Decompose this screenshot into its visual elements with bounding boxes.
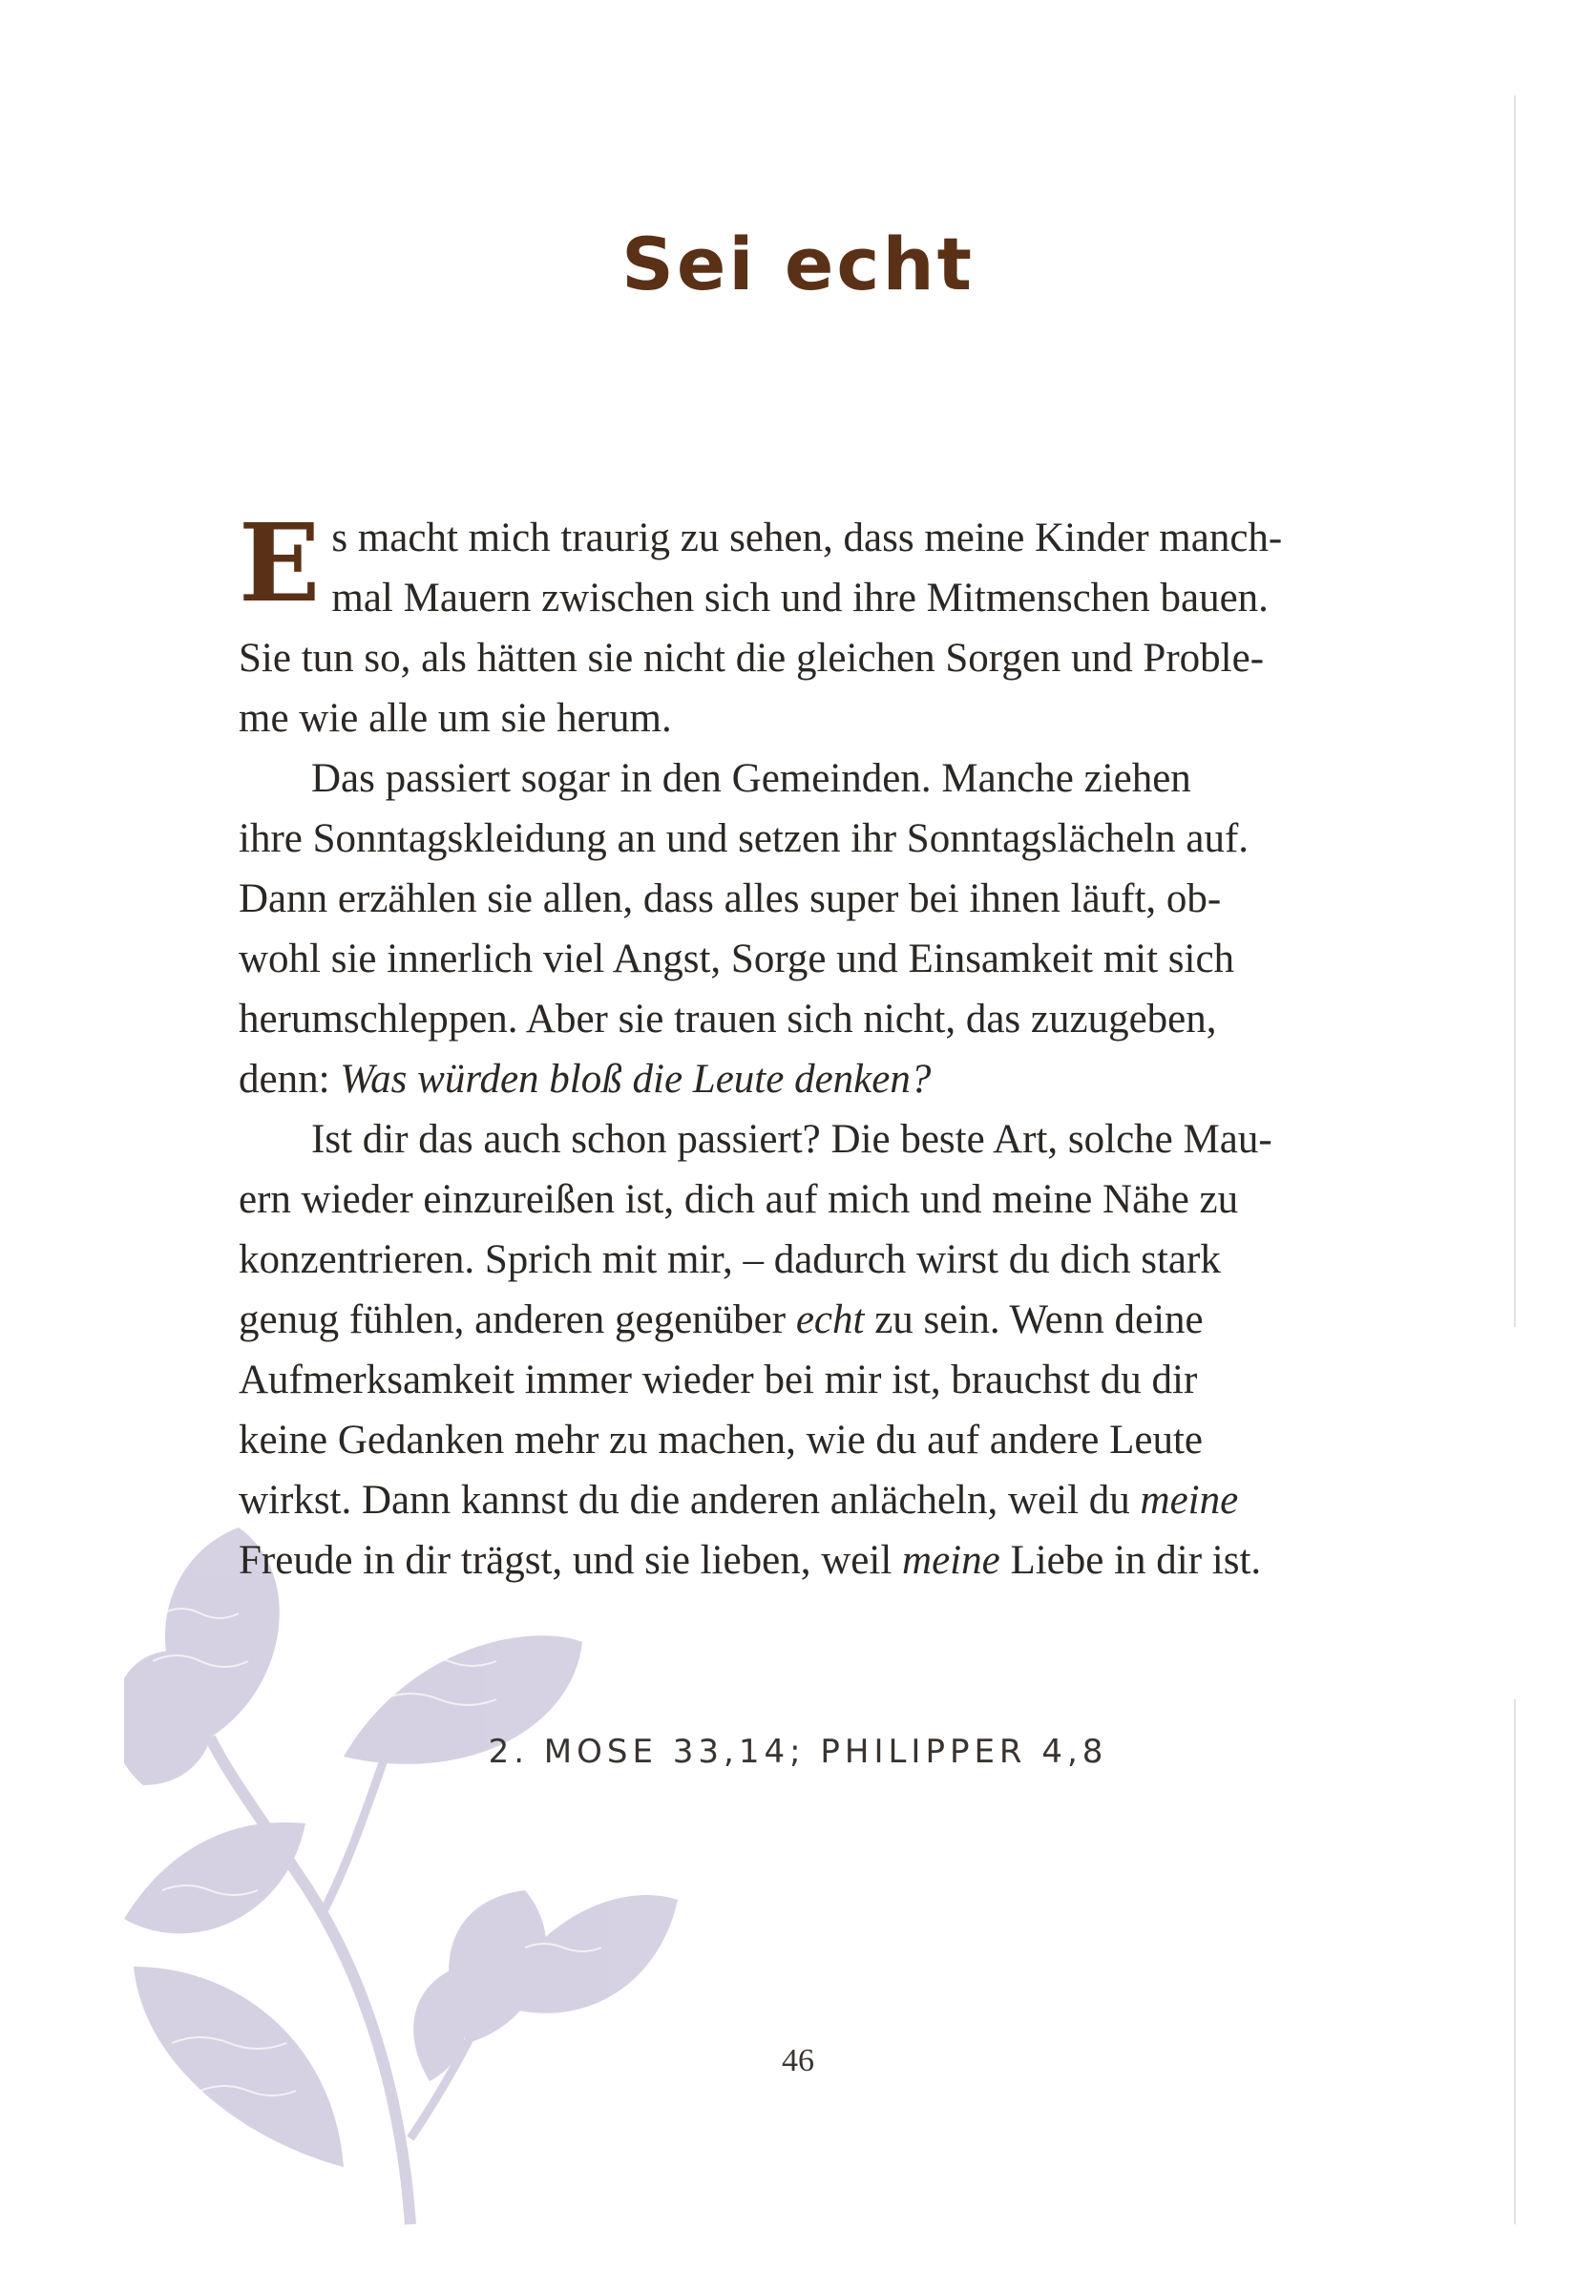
text-line: Das passiert sogar in den Gemeinden. Manche ziehen [311,756,1191,801]
paragraph-1 [239,501,1378,748]
paragraph-2 [239,748,1378,1109]
text-line: ihre Sonntagskleidung an und setzen ihr Sonntagslächeln auf. [239,816,1250,861]
page-number: 46 [782,2043,814,2078]
text-line: Dann erzählen sie allen, dass alles super bei ihnen läuft, ob- [239,876,1222,921]
text-line: denn: [239,1057,341,1102]
italic-question: Was würden bloß die Leute denken? [340,1057,932,1102]
text-line: mal Mauern zwischen sich und ihre Mitmenschen bauen. [331,576,1269,621]
page-edge-line-bottom [1514,1699,1516,2224]
italic-word: meine [902,1538,1000,1583]
text-line: wirkst. Dann kannst du die anderen anlächeln, weil du [239,1478,1141,1523]
text-line: s macht mich traurig zu sehen, dass meine Kinder manch- [331,516,1283,560]
body-text [239,501,1378,1590]
text-line: keine Gedanken mehr zu machen, wie du auf andere Leute [239,1418,1204,1463]
text-line: konzentrieren. Sprich mit mir, – dadurch wirst du dich stark [239,1237,1221,1282]
italic-word: meine [1140,1478,1239,1523]
bible-reference: 2. MOSE 33,14; PHILIPPER 4,8 [488,1733,1108,1771]
text-line: Freude in dir trägst, und sie lieben, weil [239,1538,903,1583]
text-line: ern wieder einzureißen ist, dich auf mich und meine Nähe zu [239,1177,1239,1222]
text-line: Aufmerksamkeit immer wieder bei mir ist, brauchst du dir [239,1358,1198,1402]
page-title: Sei echt [621,221,975,306]
italic-word: echt [795,1297,865,1342]
text-line: zu sein. Wenn deine [864,1297,1204,1342]
text-line: Sie tun so, als hätten sie nicht die gleichen Sorgen und Proble- [239,636,1265,681]
text-line: Liebe in dir ist. [999,1538,1262,1583]
text-line: Ist dir das auch schon passiert? Die beste Art, solche Mau- [311,1117,1272,1162]
text-line: genug fühlen, anderen gegenüber [239,1297,796,1342]
paragraph-3 [239,1109,1378,1590]
drop-cap: E [239,501,321,626]
text-line: me wie alle um sie herum. [239,696,672,741]
text-line: wohl sie innerlich viel Angst, Sorge und Einsamkeit mit sich [239,937,1235,981]
text-line: herumschleppen. Aber sie trauen sich nicht, das zuzugeben, [239,997,1217,1042]
